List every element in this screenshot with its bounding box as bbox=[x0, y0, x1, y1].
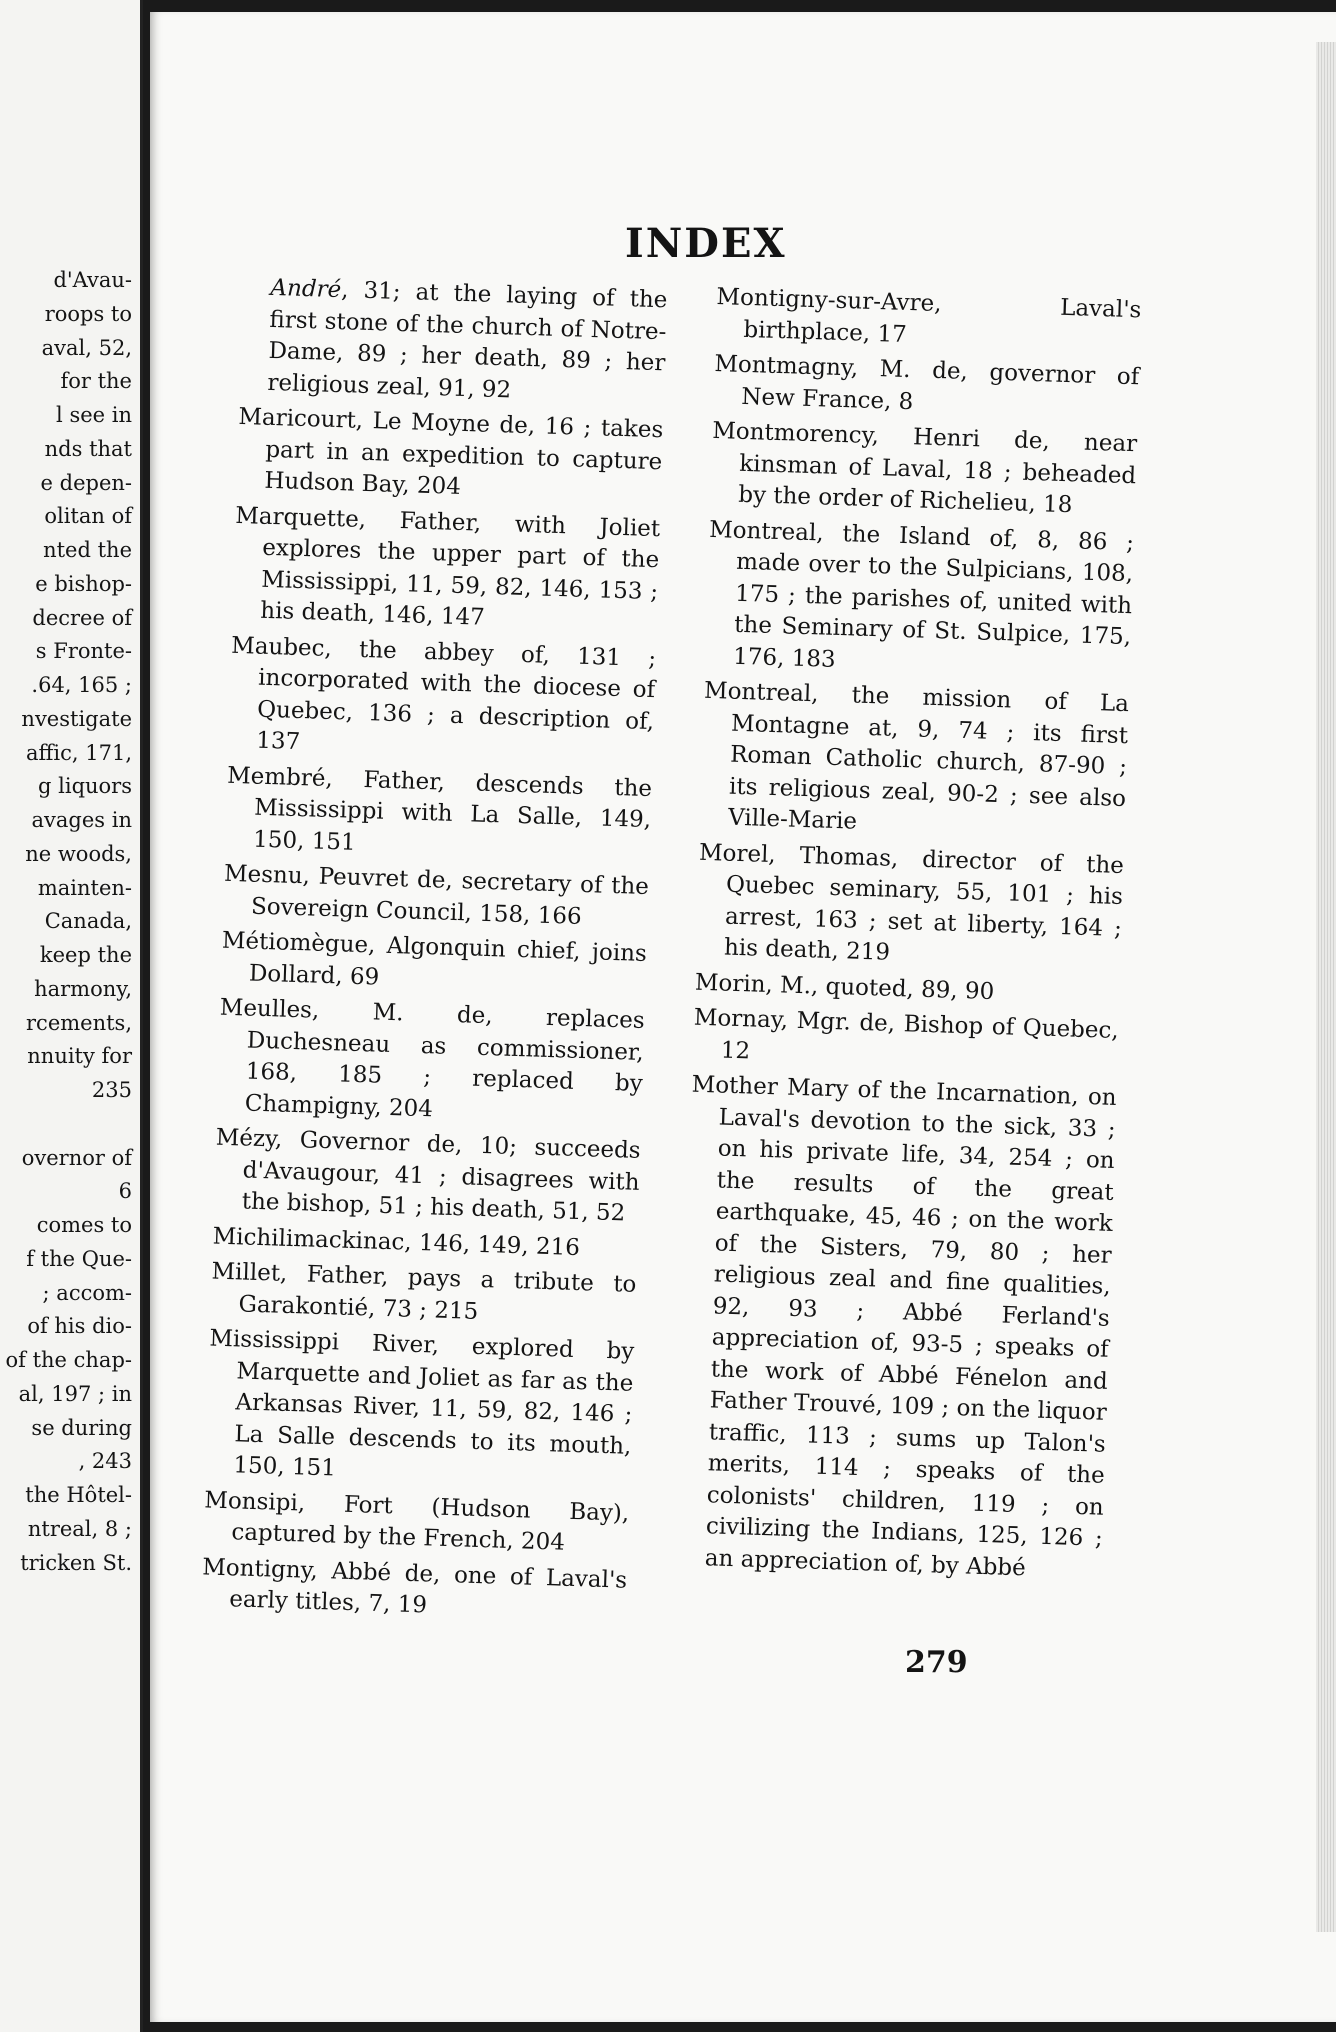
index-entry-text: Marquette, Father, with Joliet explores the upper part of the Mississippi, 11, 59, 82, 146, 153 ; his death, 146, 147 bbox=[234, 502, 661, 631]
index-entry-text: Maubec, the abbey of, 131 ; incorporated with the diocese of Quebec, 136 ; a description of, 137 bbox=[230, 632, 657, 756]
facing-page-line: g liquors bbox=[38, 774, 132, 799]
index-entry-text: Montigny-sur-Avre, Laval's birthplace, 17 bbox=[716, 283, 1142, 348]
page-edge-shadow bbox=[1316, 42, 1336, 1932]
facing-page-line: mainten- bbox=[37, 875, 132, 900]
index-column-left bbox=[201, 272, 668, 1632]
facing-page-line: for the bbox=[60, 369, 132, 394]
index-entry-text: Meulles, M. de, replaces Duchesneau as commissioner, 168, 185 ; replaced by Champigny, 204 bbox=[219, 994, 646, 1122]
index-entry-text: Mississippi River, explored by Marquette and Joliet as far as the Arkansas River, 11, 59, 82, 146 ; La Salle descends to its mouth, 150, 151 bbox=[209, 1325, 635, 1482]
index-entry bbox=[236, 402, 664, 510]
facing-page-line: l see in bbox=[56, 403, 132, 427]
facing-page-fragment bbox=[0, 0, 143, 2032]
facing-page-line: 6 bbox=[118, 1179, 132, 1204]
facing-page-line: e depen- bbox=[40, 470, 132, 495]
index-entry bbox=[228, 630, 657, 769]
facing-page-line: ; accom- bbox=[42, 1280, 132, 1305]
facing-page-line: overnor of bbox=[21, 1145, 132, 1170]
index-entry-text: Montmagny, M. de, governor of New France, 8 bbox=[714, 350, 1140, 415]
index-entry-text: Mézy, Governor de, 10; succeeds d'Avaugour, 41 ; disagrees with the bishop, 51 ; his death, 51, 52 bbox=[215, 1124, 641, 1227]
index-entry-text: Michilimackinac, 146, 149, 216 bbox=[212, 1223, 581, 1261]
facing-page-line: ntreal, 8 ; bbox=[27, 1516, 132, 1541]
index-entry-text: , 31; at the laying of the first stone of the church of Notre-Dame, 89 ; her death, 89 ; her religious zeal, 91, 92 bbox=[267, 277, 668, 403]
facing-page-line: nvestigate bbox=[21, 706, 132, 731]
index-entry-text: Mesnu, Peuvret de, secretary of the Sovereign Council, 158, 166 bbox=[223, 860, 650, 930]
facing-page-line: se during bbox=[31, 1415, 132, 1440]
index-entry bbox=[696, 837, 1125, 976]
facing-page-line: Canada, bbox=[44, 909, 132, 934]
facing-page-line: al, 197 ; in bbox=[18, 1381, 132, 1406]
index-entry bbox=[225, 760, 653, 868]
facing-page-line: ne woods, bbox=[25, 841, 132, 866]
facing-page-line: , 243 bbox=[78, 1449, 132, 1474]
index-entry bbox=[210, 1257, 637, 1333]
index-entry bbox=[216, 993, 645, 1132]
facing-page-line: .64, 165 ; bbox=[31, 673, 132, 697]
facing-page-line: harmony, bbox=[34, 976, 132, 1001]
index-entry bbox=[239, 272, 668, 411]
index-column-right bbox=[676, 282, 1141, 1591]
facing-page-line: olitan of bbox=[44, 504, 132, 529]
index-entry bbox=[713, 349, 1140, 425]
facing-page-line: the Hôtel- bbox=[25, 1483, 132, 1507]
facing-page-line: decree of bbox=[32, 605, 132, 630]
index-entry-text: Montigny, Abbé de, one of Laval's early titles, 7, 19 bbox=[201, 1553, 628, 1619]
facing-page-line: rcements, bbox=[26, 1010, 132, 1035]
index-entry-text: Morel, Thomas, director of the Quebec seminary, 55, 101 ; his arrest, 163 ; set at liberty, 164 ; his death, 219 bbox=[698, 839, 1125, 966]
index-entry-text: Membré, Father, descends the Mississippi with La Salle, 149, 150, 151 bbox=[226, 762, 653, 856]
index-entry-text: Maricourt, Le Moyne de, 16 ; takes part in an expedition to capture Hudson Bay, 204 bbox=[238, 403, 664, 500]
index-entry bbox=[223, 859, 650, 935]
index-entry-lead: André bbox=[270, 274, 342, 304]
index-entry bbox=[692, 1003, 1119, 1079]
index-entry bbox=[203, 1485, 630, 1561]
index-entry-text: Mornay, Mgr. de, Bishop of Quebec, 12 bbox=[693, 1004, 1120, 1064]
index-entry bbox=[205, 1323, 635, 1494]
index-entry bbox=[213, 1123, 641, 1231]
facing-page-line: nds that bbox=[44, 436, 132, 461]
index-entry bbox=[700, 676, 1130, 847]
facing-page-line: f the Que- bbox=[26, 1246, 132, 1271]
index-entry bbox=[715, 282, 1142, 358]
facing-page-line: of his dio- bbox=[27, 1314, 132, 1339]
index-entry bbox=[201, 1552, 628, 1628]
facing-page-line: nted the bbox=[43, 538, 132, 562]
index-entry bbox=[710, 416, 1138, 524]
facing-page-line: keep the bbox=[39, 943, 132, 967]
facing-page-line: e bishop- bbox=[35, 571, 132, 596]
index-entry-text: Mother Mary of the Incarnation, on Laval's devotion to the sick, 33 ; on his private life, 34, 254 ; on the results of the great earthquake, 45, 46 ; on the work of the Sisters, 79, 80 ; her religious zeal and fine qualities, 92, 93 ; Abbé Ferland's appreciation of, 93-5 ; speaks of the work of Abbé Fénelon and Father Trouvé, 109 ; on the liquor traffic, 113 ; sums up Talon's merits, 114 ; speaks of the colonists' children, 119 ; on civilizing the Indians, 125, 126 ; an appreciation of, by Abbé bbox=[691, 1071, 1117, 1581]
facing-page-line: 235 bbox=[91, 1078, 132, 1102]
facing-page-line: affic, 171, bbox=[25, 740, 132, 765]
facing-page-line: tricken St. bbox=[20, 1550, 132, 1575]
facing-page-line: d'Avau- bbox=[53, 268, 132, 292]
index-entry-text: Millet, Father, pays a tribute to Garakontié, 73 ; 215 bbox=[211, 1258, 637, 1325]
facing-page-line: aval, 52, bbox=[41, 335, 132, 360]
index-entry bbox=[676, 1070, 1117, 1587]
index-entry-text: Métiomègue, Algonquin chief, joins Dollard, 69 bbox=[221, 927, 648, 991]
index-entry bbox=[232, 500, 661, 639]
page-title: INDEX bbox=[625, 220, 787, 267]
index-entry-text: Morin, M., quoted, 89, 90 bbox=[694, 969, 995, 1005]
facing-page-line: avages in bbox=[31, 808, 132, 832]
index-entry-text: Montmorency, Henri de, near kinsman of Laval, 18 ; beheaded by the order of Richelieu, 18 bbox=[711, 417, 1138, 519]
index-entry-text: Montreal, the mission of La Montagne at, 9, 74 ; its first Roman Catholic church, 87-90 ; its religious zeal, 90-2 ; see also Ville-Marie bbox=[703, 677, 1130, 835]
facing-page-line: comes to bbox=[36, 1213, 132, 1237]
index-entry bbox=[220, 926, 647, 1002]
facing-page-line: roops to bbox=[44, 301, 132, 326]
index-entry-text: Montreal, the Island of, 8, 86 ; made over to the Sulpicians, 108, 175 ; the parishes of, united with the Seminary of St. Sulpice, 175, 176, 183 bbox=[708, 516, 1135, 673]
facing-page-line: of the chap- bbox=[5, 1348, 132, 1372]
facing-page-line: s Fronte- bbox=[35, 639, 132, 664]
index-entry bbox=[705, 514, 1135, 685]
index-entry-text: Monsipi, Fort (Hudson Bay), captured by the French, 204 bbox=[204, 1486, 630, 1556]
facing-page-line: nnuity for bbox=[27, 1044, 132, 1069]
page-number: 279 bbox=[905, 1645, 968, 1680]
